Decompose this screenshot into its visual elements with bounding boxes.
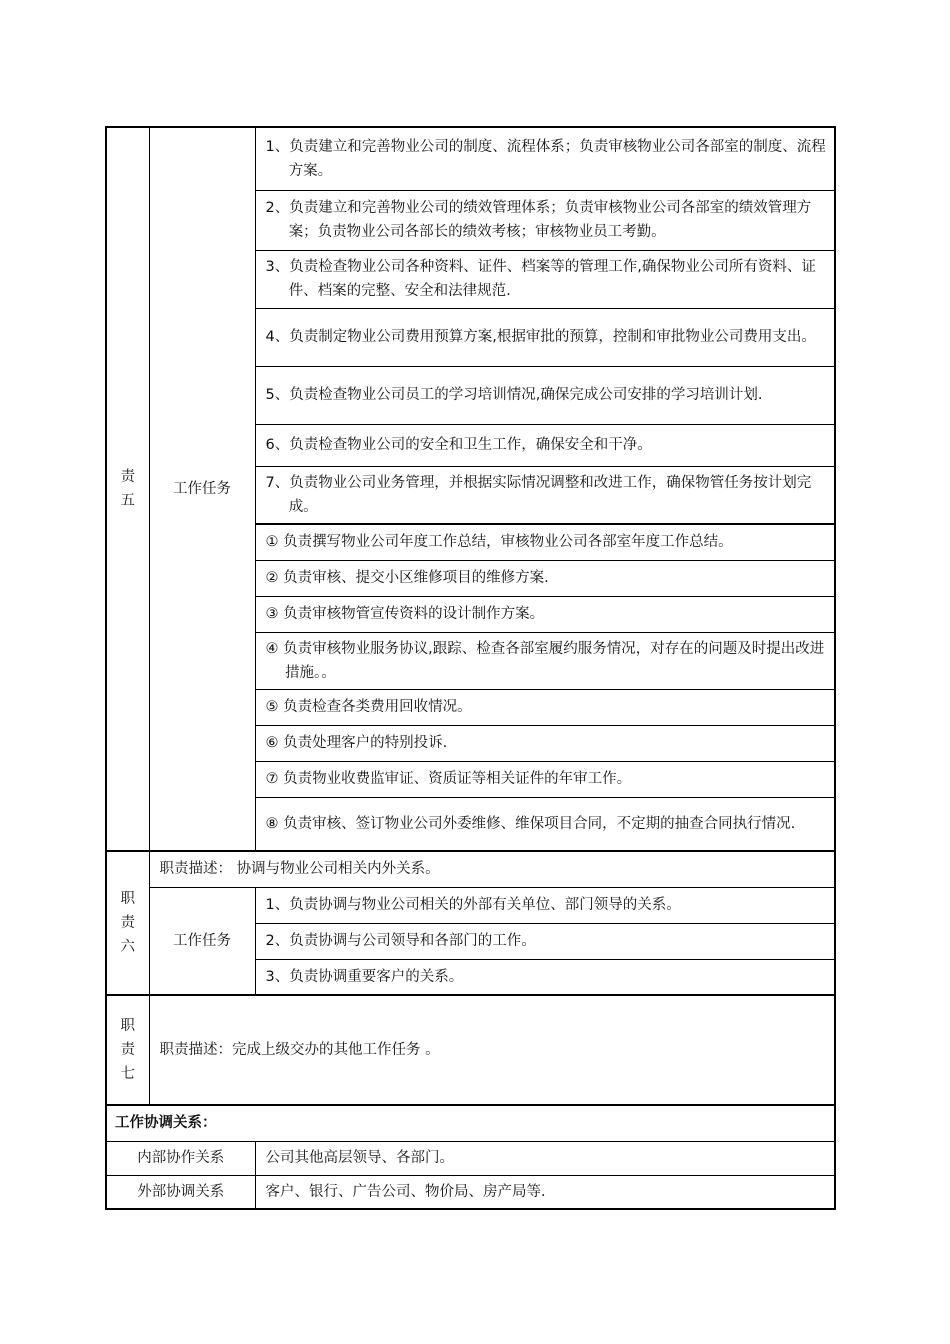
task-item: ① 负责撰写物业公司年度工作总结，审核物业公司各部室年度工作总结。 [255,524,835,560]
section5-label-char: 五 [120,493,135,509]
relation-value: 客户、银行、广告公司、物价局、房产局等. [255,1175,835,1209]
coordination-task-item: 3、负责协调重要客户的关系。 [255,959,835,995]
task-item: ② 负责审核、提交小区维修项目的维修方案. [255,560,835,596]
relation-label: 内部协作关系 [106,1141,255,1175]
task-item: ⑤ 负责检查各类费用回收情况。 [255,689,835,725]
task-item: ④ 负责审核物业服务协议,跟踪、检查各部室履约服务情况，对存在的问题及时提出改进措施。。 [255,632,835,689]
section7-label-char: 七 [120,1066,135,1082]
responsibility-table [105,126,836,1210]
task-item: 1、负责建立和完善物业公司的制度、流程体系；负责审核物业公司各部室的制度、流程方案。 [255,127,835,190]
section7-label-char: 责 [120,1042,135,1058]
task-item: 7、负责物业公司业务管理，并根据实际情况调整和改进工作，确保物管任务按计划完成。 [255,466,835,524]
section7-description: 职责描述：完成上级交办的其他工作任务 。 [149,995,835,1105]
task-item: 5、负责检查物业公司员工的学习培训情况,确保完成公司安排的学习培训计划. [255,366,835,424]
responsibility-table-page [105,126,834,1210]
section6-label [106,851,149,995]
section6-task-label: 工作任务 [149,887,255,995]
section6-label-char: 六 [120,939,135,955]
task-item: 6、负责检查物业公司的安全和卫生工作，确保安全和干净。 [255,424,835,466]
coordination-task-item: 1、负责协调与物业公司相关的外部有关单位、部门领导的关系。 [255,887,835,923]
section5-task-label: 工作任务 [149,127,255,851]
coordination-title: 工作协调关系： [106,1105,835,1141]
section7-label-char: 职 [120,1018,135,1034]
section6-label-char: 责 [120,915,135,931]
section6-label-char: 职 [120,891,135,907]
task-item: 3、负责检查物业公司各种资料、证件、档案等的管理工作,确保物业公司所有资料、证件、档案的完整、安全和法律规范. [255,250,835,308]
task-item: ⑦ 负责物业收费监审证、资质证等相关证件的年审工作。 [255,761,835,797]
task-item: ③ 负责审核物管宣传资料的设计制作方案。 [255,596,835,632]
section7-label [106,995,149,1105]
task-item: 4、负责制定物业公司费用预算方案,根据审批的预算，控制和审批物业公司费用支出。 [255,308,835,366]
section5-label-char: 责 [120,469,135,485]
task-item: ⑥ 负责处理客户的特别投诉. [255,725,835,761]
relation-label: 外部协调关系 [106,1175,255,1209]
relation-value: 公司其他高层领导、各部门。 [255,1141,835,1175]
task-item: ⑧ 负责审核、签订物业公司外委维修、维保项目合同，不定期的抽查合同执行情况. [255,797,835,851]
task-item: 2、负责建立和完善物业公司的绩效管理体系；负责审核物业公司各部室的绩效管理方案；负责物业公司各部长的绩效考核；审核物业员工考勤。 [255,190,835,250]
coordination-task-item: 2、负责协调与公司领导和各部门的工作。 [255,923,835,959]
section5-label [106,127,149,851]
section6-description: 职责描述： 协调与物业公司相关内外关系。 [149,851,835,887]
